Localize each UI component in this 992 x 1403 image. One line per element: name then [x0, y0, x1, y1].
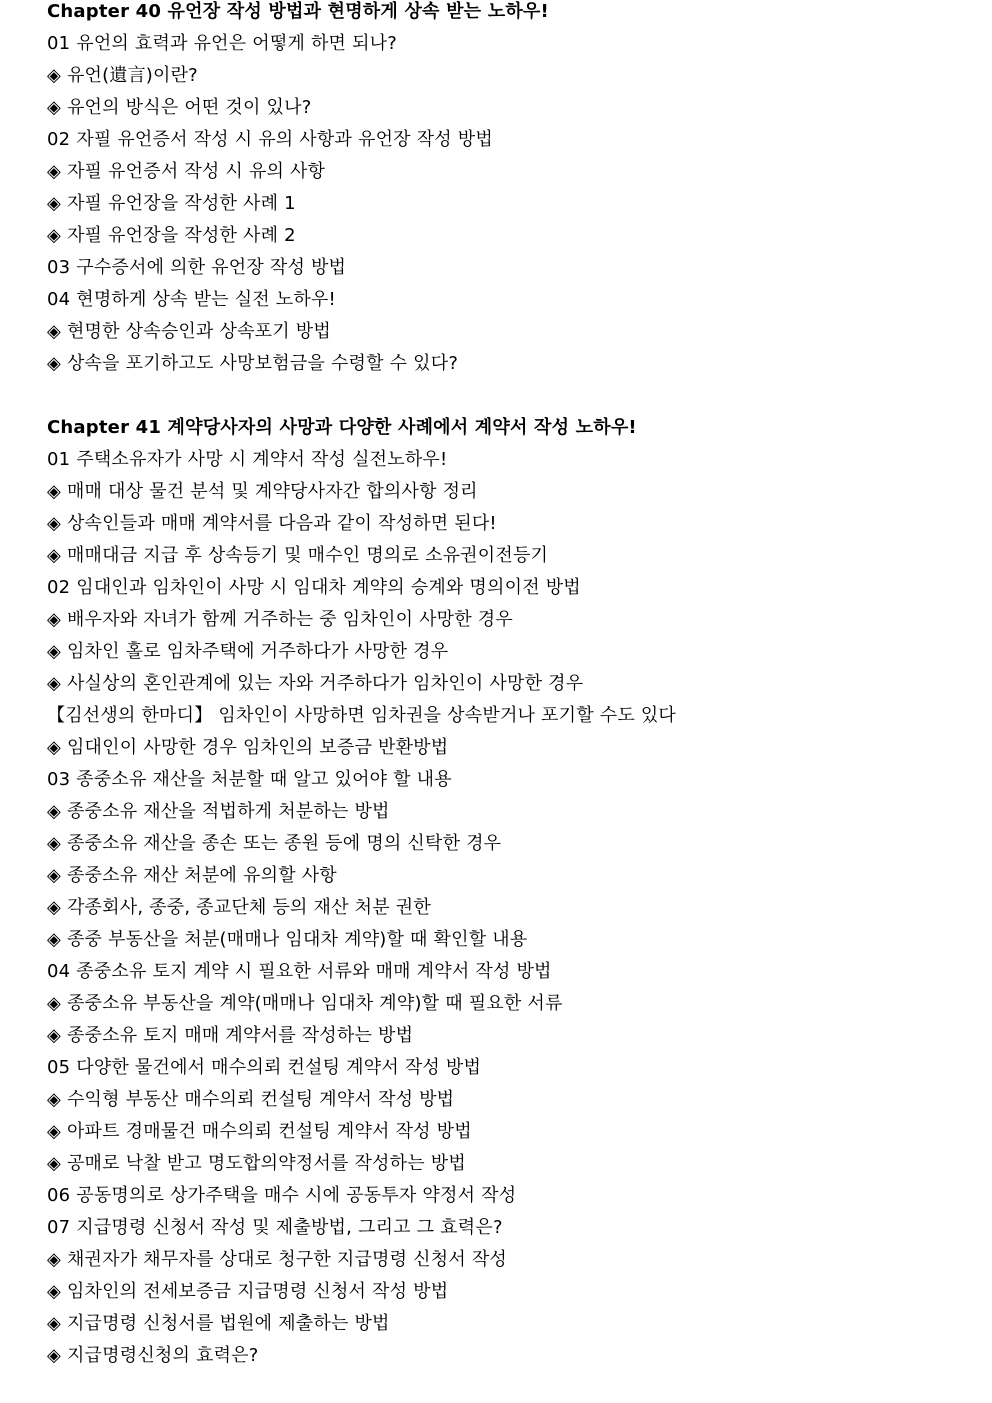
toc-item: ◈ 공매로 낙찰 받고 명도합의약정서를 작성하는 방법: [47, 1153, 466, 1174]
toc-item: 04 현명하게 상속 받는 실전 노하우!: [47, 289, 336, 310]
toc-item: 03 구수증서에 의한 유언장 작성 방법: [47, 257, 347, 278]
toc-item: ◈ 임차인 홀로 임차주택에 거주하다가 사망한 경우: [47, 641, 449, 662]
toc-item: 06 공동명의로 상가주택을 매수 시에 공동투자 약정서 작성: [47, 1185, 517, 1206]
toc-item: 02 자필 유언증서 작성 시 유의 사항과 유언장 작성 방법: [47, 129, 493, 150]
toc-item: ◈ 수익형 부동산 매수의뢰 컨설팅 계약서 작성 방법: [47, 1089, 455, 1110]
toc-item: ◈ 자필 유언장을 작성한 사례 1: [47, 193, 296, 214]
toc-item: ◈ 종중소유 재산을 종손 또는 종원 등에 명의 신탁한 경우: [47, 833, 502, 854]
toc-item: 01 유언의 효력과 유언은 어떻게 하면 되나?: [47, 33, 397, 54]
toc-item: ◈ 종중소유 부동산을 계약(매매나 임대차 계약)할 때 필요한 서류: [47, 993, 563, 1014]
toc-item: 05 다양한 물건에서 매수의뢰 컨설팅 계약서 작성 방법: [47, 1057, 482, 1078]
chapter-40-title: Chapter 40 유언장 작성 방법과 현명하게 상속 받는 노하우!: [47, 1, 549, 22]
toc-item: ◈ 상속을 포기하고도 사망보험금을 수령할 수 있다?: [47, 353, 459, 374]
toc-item: ◈ 유언(遺言)이란?: [47, 65, 198, 86]
toc-item: 07 지급명령 신청서 작성 및 제출방법, 그리고 그 효력은?: [47, 1217, 503, 1238]
toc-item: ◈ 종중 부동산을 처분(매매나 임대차 계약)할 때 확인할 내용: [47, 929, 528, 950]
toc-item: 04 종중소유 토지 계약 시 필요한 서류와 매매 계약서 작성 방법: [47, 961, 552, 982]
toc-item: ◈ 각종회사, 종중, 종교단체 등의 재산 처분 권한: [47, 897, 431, 918]
toc-item: 【김선생의 한마디】 임차인이 사망하면 임차권을 상속받거나 포기할 수도 있다: [47, 705, 676, 726]
toc-item: ◈ 임대인이 사망한 경우 임차인의 보증금 반환방법: [47, 737, 449, 758]
toc-item: ◈ 지급명령신청의 효력은?: [47, 1345, 259, 1366]
toc-item: ◈ 유언의 방식은 어떤 것이 있나?: [47, 97, 312, 118]
toc-item: 01 주택소유자가 사망 시 계약서 작성 실전노하우!: [47, 449, 448, 470]
toc-item: ◈ 배우자와 자녀가 함께 거주하는 중 임차인이 사망한 경우: [47, 609, 513, 630]
toc-item: ◈ 종중소유 재산을 적법하게 처분하는 방법: [47, 801, 390, 822]
toc-item: 02 임대인과 임차인이 사망 시 임대차 계약의 승계와 명의이전 방법: [47, 577, 581, 598]
toc-item: ◈ 자필 유언증서 작성 시 유의 사항: [47, 161, 326, 182]
toc-item: ◈ 임차인의 전세보증금 지급명령 신청서 작성 방법: [47, 1281, 449, 1302]
toc-item: ◈ 지급명령 신청서를 법원에 제출하는 방법: [47, 1313, 390, 1334]
toc-item: ◈ 현명한 상속승인과 상속포기 방법: [47, 321, 331, 342]
section-spacer: [47, 384, 972, 416]
toc-item: ◈ 매매 대상 물건 분석 및 계약당사자간 합의사항 정리: [47, 481, 478, 502]
toc-item: ◈ 종중소유 재산 처분에 유의할 사항: [47, 865, 337, 886]
toc-item: ◈ 자필 유언장을 작성한 사례 2: [47, 225, 296, 246]
toc-item: ◈ 아파트 경매물건 매수의뢰 컨설팅 계약서 작성 방법: [47, 1121, 472, 1142]
toc-item: 03 종중소유 재산을 처분할 때 알고 있어야 할 내용: [47, 769, 452, 790]
toc-item: ◈ 사실상의 혼인관계에 있는 자와 거주하다가 임차인이 사망한 경우: [47, 673, 584, 694]
toc-item: ◈ 상속인들과 매매 계약서를 다음과 같이 작성하면 된다!: [47, 513, 497, 534]
toc-item: ◈ 채권자가 채무자를 상대로 청구한 지급명령 신청서 작성: [47, 1249, 508, 1270]
table-of-contents: [47, 0, 972, 1376]
chapter-41-title: Chapter 41 계약당사자의 사망과 다양한 사례에서 계약서 작성 노하우!: [47, 417, 637, 438]
toc-item: ◈ 종중소유 토지 매매 계약서를 작성하는 방법: [47, 1025, 414, 1046]
toc-item: ◈ 매매대금 지급 후 상속등기 및 매수인 명의로 소유권이전등기: [47, 545, 549, 566]
